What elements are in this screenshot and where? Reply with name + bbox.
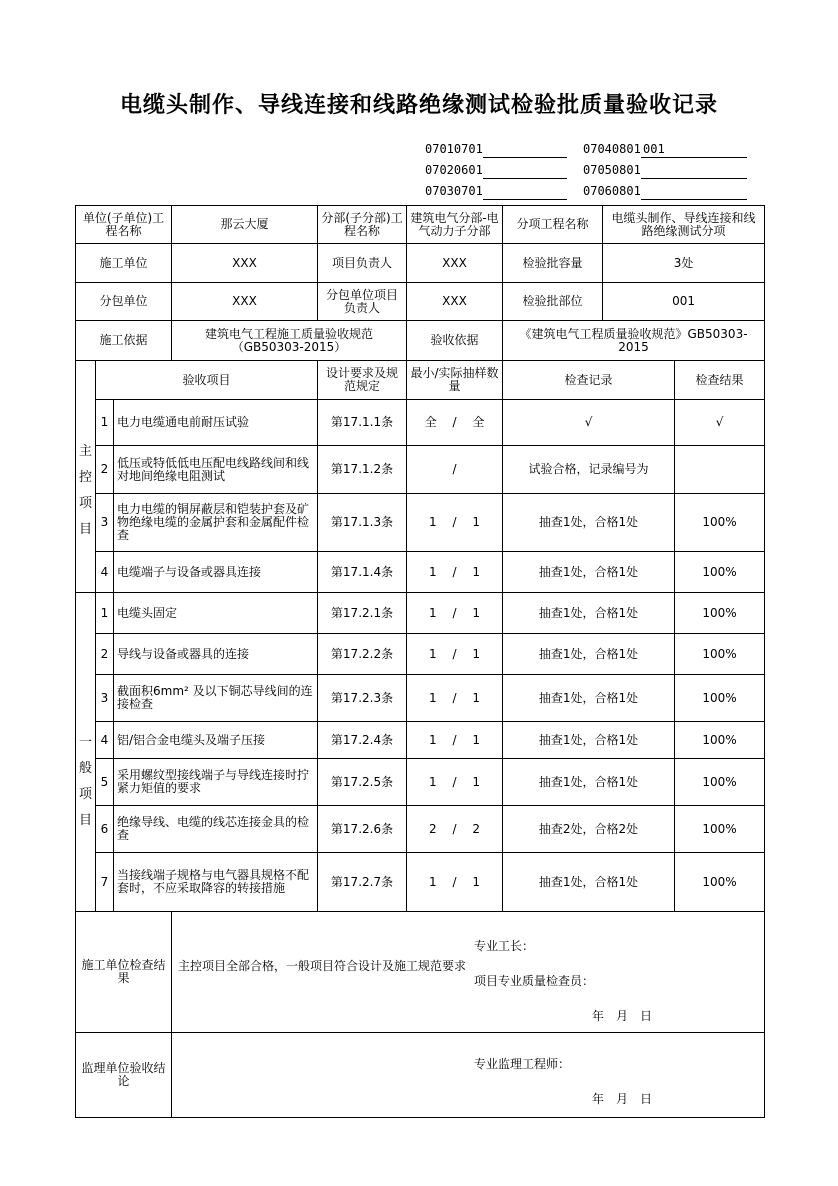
row-result: 100% <box>675 675 765 722</box>
row-spec: 第17.2.7条 <box>318 853 407 912</box>
part-label: 检验批部位 <box>503 283 603 321</box>
construction-check-row <box>76 912 765 1033</box>
row-no: 5 <box>96 759 114 806</box>
accept-basis-value: 《建筑电气工程质量验收规范》GB50303-2015 <box>503 321 765 361</box>
engineer-label: 专业监理工程师： <box>474 1057 571 1071</box>
table-row <box>76 634 765 675</box>
row-no: 4 <box>96 722 114 759</box>
row-sample: 全 / 全 <box>407 400 503 446</box>
row-spec: 第17.1.1条 <box>318 400 407 446</box>
row-result <box>675 446 765 494</box>
row-item: 低压或特低低电压配电线路线间和线对地间绝缘电阻测试 <box>114 446 318 494</box>
row-spec: 第17.1.4条 <box>318 552 407 593</box>
table-row <box>76 400 765 446</box>
table-row <box>76 593 765 634</box>
row-item: 截面积6mm² 及以下铜芯导线间的连接检查 <box>114 675 318 722</box>
header-row <box>76 321 765 361</box>
contractor-label: 施工单位 <box>76 244 172 283</box>
row-record: 抽查1处，合格1处 <box>503 853 675 912</box>
code-right: 07050801 <box>583 163 641 177</box>
row-sample: 1 / 1 <box>407 722 503 759</box>
basis-label: 施工依据 <box>76 321 172 361</box>
row-sample: 1 / 1 <box>407 634 503 675</box>
row-spec: 第17.2.5条 <box>318 759 407 806</box>
row-no: 3 <box>96 494 114 552</box>
row-record: 抽查2处，合格2处 <box>503 806 675 853</box>
row-record: 抽查1处，合格1处 <box>503 634 675 675</box>
row-item: 电力电缆的铜屏蔽层和铠装护套及矿物绝缘电缆的金属护套和金属配件检查 <box>114 494 318 552</box>
row-record: 抽查1处，合格1处 <box>503 722 675 759</box>
code-fill: 001 <box>643 142 665 156</box>
row-spec: 第17.2.1条 <box>318 593 407 634</box>
table-row <box>76 853 765 912</box>
code-row <box>425 142 755 163</box>
row-sample: 1 / 1 <box>407 593 503 634</box>
table-row <box>76 722 765 759</box>
capacity-label: 检验批容量 <box>503 244 603 283</box>
capacity-value: 3处 <box>603 244 765 283</box>
batch-codes <box>425 142 755 205</box>
row-sample: 1 / 1 <box>407 552 503 593</box>
code-left: 07010701 <box>425 142 483 156</box>
row-item: 铝/铝合金电缆头及端子压接 <box>114 722 318 759</box>
row-spec: 第17.2.2条 <box>318 634 407 675</box>
row-no: 2 <box>96 634 114 675</box>
column-item: 验收项目 <box>96 361 318 400</box>
row-result: 100% <box>675 593 765 634</box>
row-sample: 1 / 1 <box>407 759 503 806</box>
header-row <box>76 206 765 244</box>
foreman-label: 专业工长： <box>474 939 535 953</box>
row-sample: 1 / 1 <box>407 853 503 912</box>
supervision-label: 监理单位验收结论 <box>76 1033 172 1118</box>
row-record: √ <box>503 400 675 446</box>
row-spec: 第17.2.4条 <box>318 722 407 759</box>
table-row <box>76 552 765 593</box>
row-result: 100% <box>675 806 765 853</box>
subitem-value: 电缆头制作、导线连接和线路绝缘测试分项 <box>603 206 765 244</box>
row-sample: 1 / 1 <box>407 675 503 722</box>
division-value: 建筑电气分部-电气动力子分部 <box>407 206 503 244</box>
row-item: 电缆头固定 <box>114 593 318 634</box>
page-title: 电缆头制作、导线连接和线路绝缘测试检验批质量验收记录 <box>119 93 718 118</box>
sub-value: XXX <box>172 283 318 321</box>
row-no: 6 <box>96 806 114 853</box>
construction-check-label: 施工单位检查结果 <box>76 912 172 1033</box>
row-sample: 1 / 1 <box>407 494 503 552</box>
row-result: 100% <box>675 759 765 806</box>
row-item: 绝缘导线、电缆的线芯连接金具的检查 <box>114 806 318 853</box>
code-row <box>425 184 755 205</box>
inspector-label: 项目专业质量检查员： <box>474 974 595 988</box>
row-record: 抽查1处，合格1处 <box>503 675 675 722</box>
row-result: 100% <box>675 722 765 759</box>
row-result: 100% <box>675 494 765 552</box>
table-row <box>76 759 765 806</box>
pm-label: 项目负责人 <box>318 244 407 283</box>
row-spec: 第17.1.3条 <box>318 494 407 552</box>
unit-value: 那云大厦 <box>172 206 318 244</box>
code-right: 07060801 <box>583 184 641 198</box>
division-label: 分部(子分部)工程名称 <box>318 206 407 244</box>
accept-basis-label: 验收依据 <box>407 321 503 361</box>
supervision-date: 年 月 日 <box>592 1092 653 1106</box>
table-row <box>76 446 765 494</box>
supervision-row <box>76 1033 765 1118</box>
row-spec: 第17.2.6条 <box>318 806 407 853</box>
part-value: 001 <box>603 283 765 321</box>
column-result: 检查结果 <box>675 361 765 400</box>
row-item: 当接线端子规格与电气器具规格不配套时，不应采取降容的转接措施 <box>114 853 318 912</box>
row-record: 抽查1处，合格1处 <box>503 494 675 552</box>
row-record: 抽查1处，合格1处 <box>503 759 675 806</box>
row-spec: 第17.1.2条 <box>318 446 407 494</box>
row-result: 100% <box>675 634 765 675</box>
contractor-value: XXX <box>172 244 318 283</box>
row-item: 导线与设备或器具的连接 <box>114 634 318 675</box>
row-sample: / <box>407 446 503 494</box>
row-result: 100% <box>675 552 765 593</box>
row-no: 7 <box>96 853 114 912</box>
row-record: 试验合格，记录编号为 <box>503 446 675 494</box>
header-row <box>76 244 765 283</box>
row-sample: 2 / 2 <box>407 806 503 853</box>
unit-label: 单位(子单位)工程名称 <box>76 206 172 244</box>
table-row <box>76 806 765 853</box>
sub-pm-value: XXX <box>407 283 503 321</box>
row-no: 2 <box>96 446 114 494</box>
row-result: 100% <box>675 853 765 912</box>
basis-value: 建筑电气工程施工质量验收规范（GB50303-2015） <box>172 321 407 361</box>
column-spec: 设计要求及规范规定 <box>318 361 407 400</box>
code-row <box>425 163 755 184</box>
row-result: √ <box>675 400 765 446</box>
row-no: 1 <box>96 593 114 634</box>
general-group-label: 一 般 项 目 <box>76 593 96 912</box>
table-row <box>76 675 765 722</box>
table-row <box>76 494 765 552</box>
row-item: 电缆端子与设备或器具连接 <box>114 552 318 593</box>
code-right: 07040801 <box>583 142 641 156</box>
row-spec: 第17.2.3条 <box>318 675 407 722</box>
row-record: 抽查1处，合格1处 <box>503 552 675 593</box>
acceptance-table <box>75 205 765 1118</box>
sub-label: 分包单位 <box>76 283 172 321</box>
code-left: 07020601 <box>425 163 483 177</box>
subitem-label: 分项工程名称 <box>503 206 603 244</box>
column-header-row <box>76 361 765 400</box>
construction-date: 年 月 日 <box>592 1009 653 1023</box>
sub-pm-label: 分包单位项目负责人 <box>318 283 407 321</box>
main-group-label: 主 控 项 目 <box>76 361 96 593</box>
column-sample: 最小/实际抽样数量 <box>407 361 503 400</box>
row-item: 采用螺纹型接线端子与导线连接时拧紧力矩值的要求 <box>114 759 318 806</box>
pm-value: XXX <box>407 244 503 283</box>
code-left: 07030701 <box>425 184 483 198</box>
header-row <box>76 283 765 321</box>
column-record: 检查记录 <box>503 361 675 400</box>
row-record: 抽查1处，合格1处 <box>503 593 675 634</box>
row-no: 1 <box>96 400 114 446</box>
construction-check-text: 主控项目全部合格，一般项目符合设计及施工规范要求 <box>178 959 467 973</box>
row-item: 电力电缆通电前耐压试验 <box>114 400 318 446</box>
row-no: 3 <box>96 675 114 722</box>
row-no: 4 <box>96 552 114 593</box>
